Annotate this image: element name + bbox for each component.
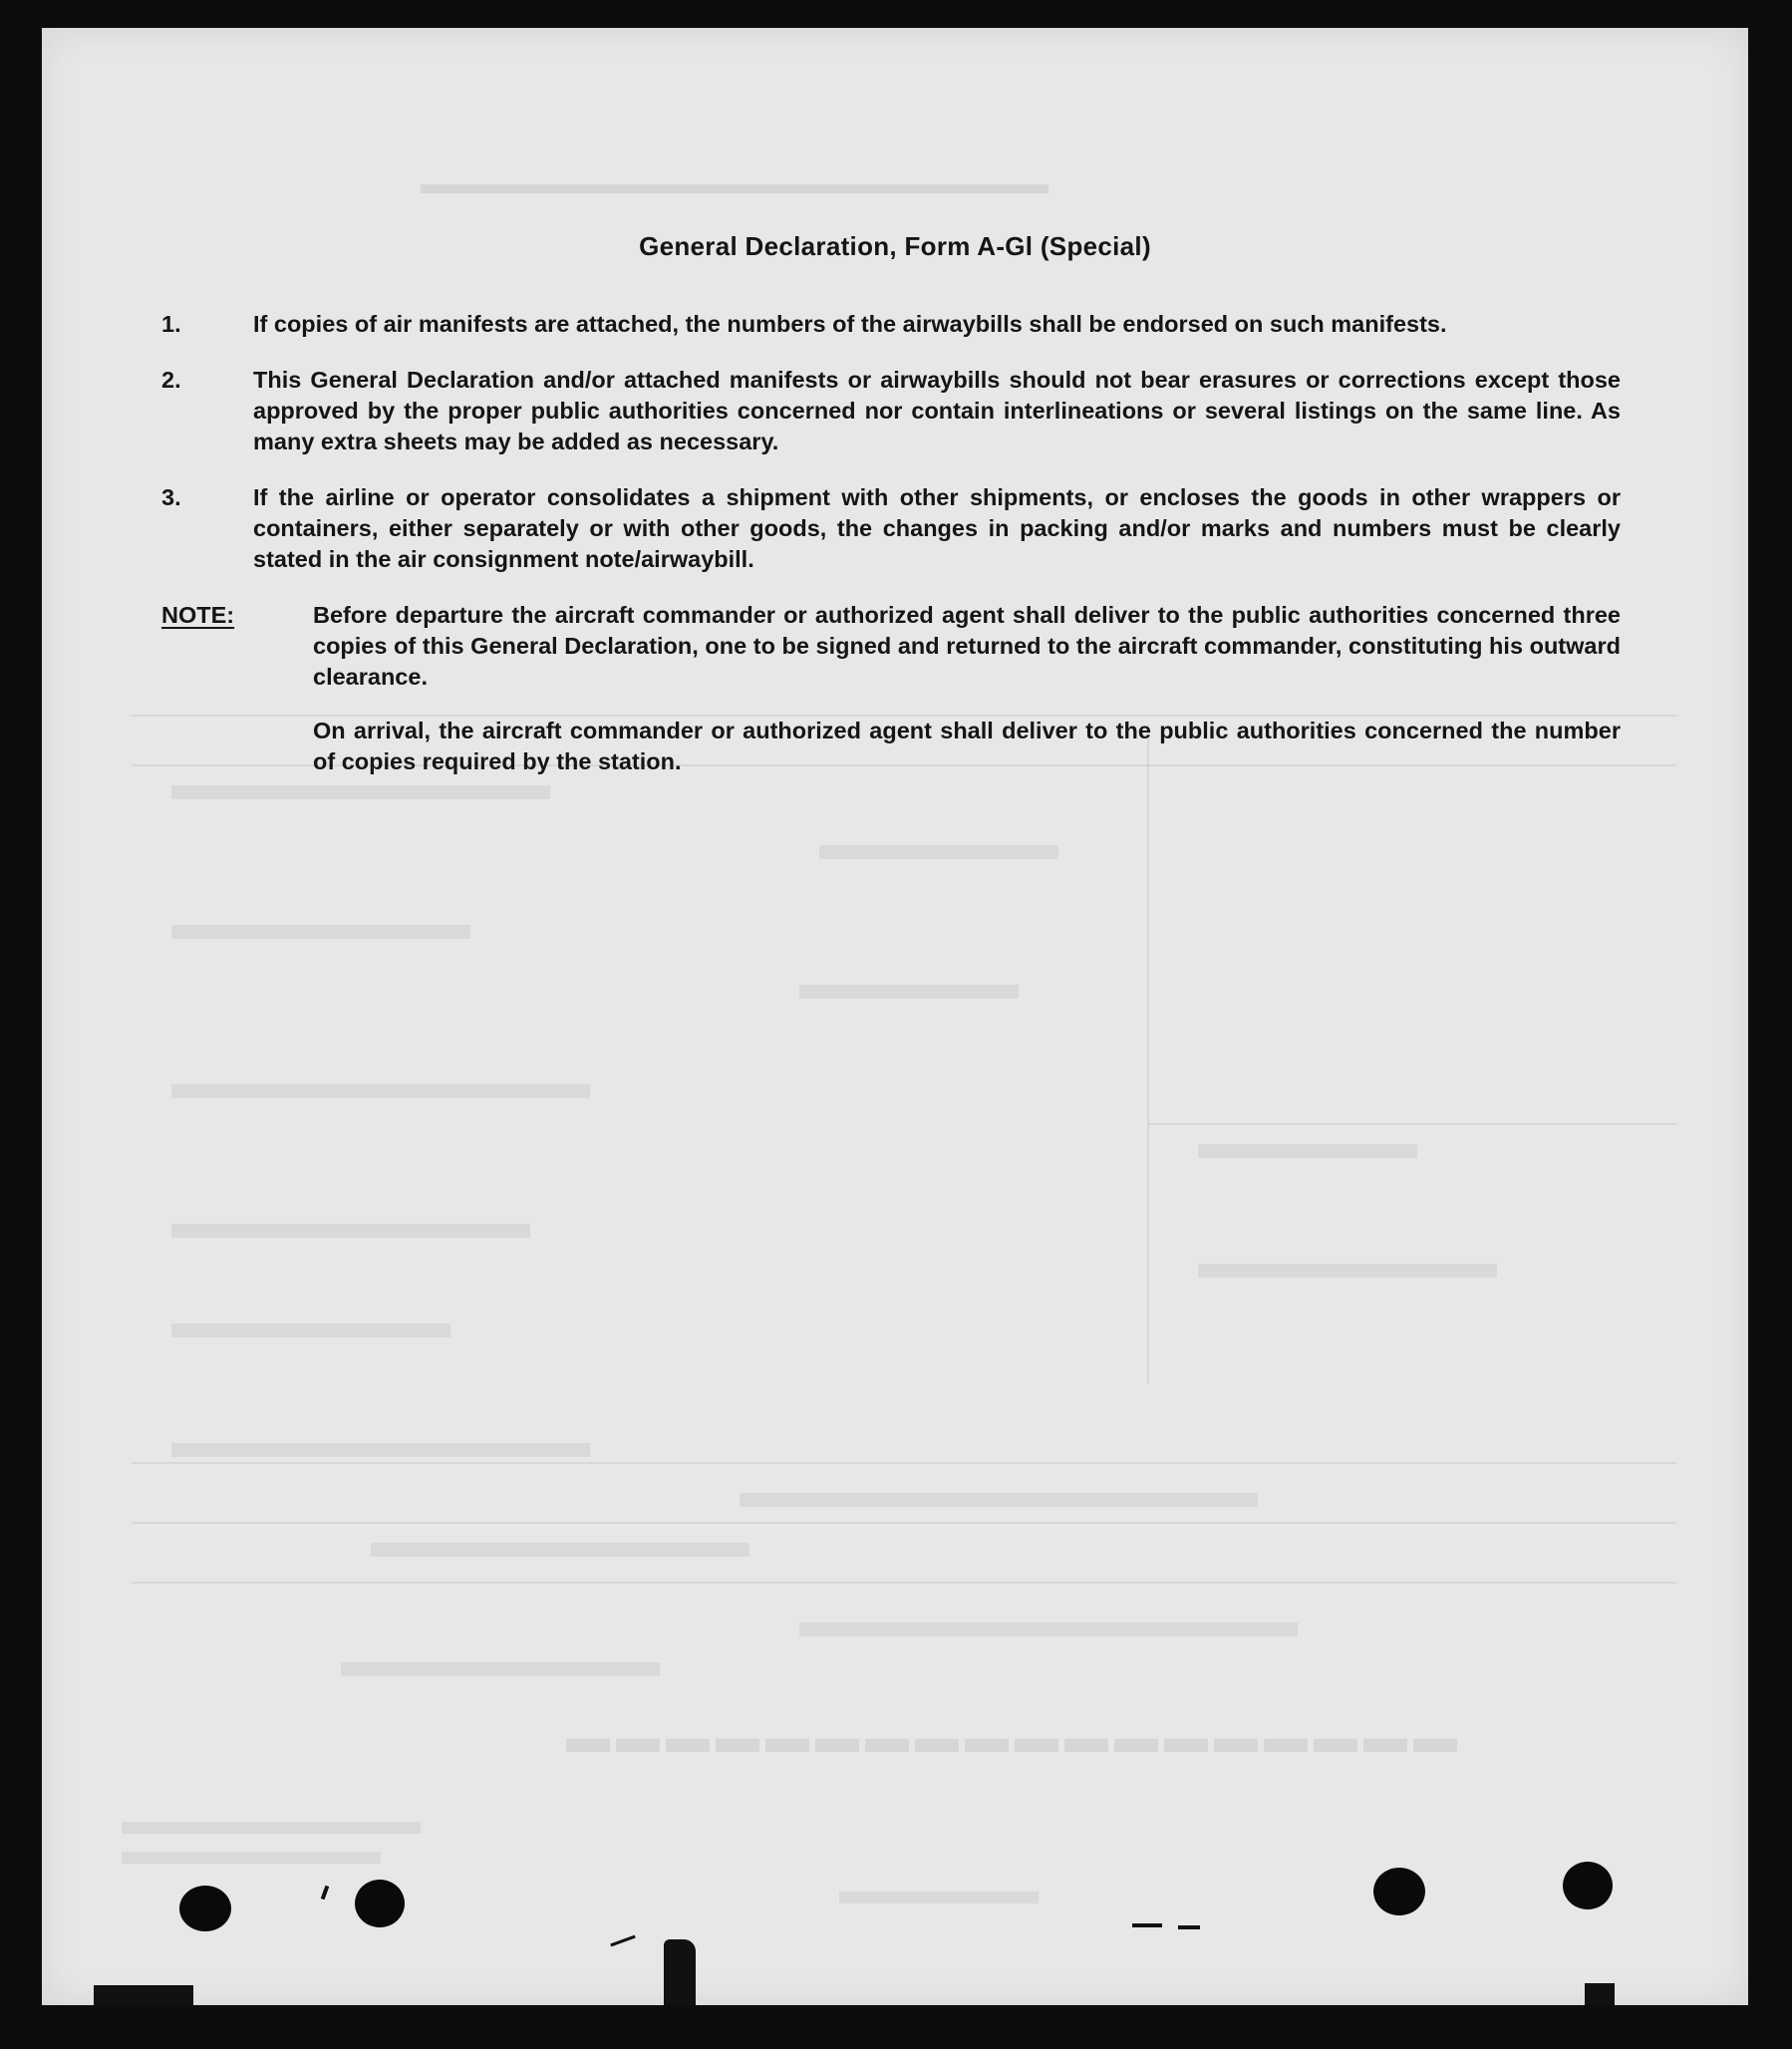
ink-speck bbox=[1132, 1923, 1162, 1927]
page-title: General Declaration, Form A-Gl (Special) bbox=[639, 231, 1151, 261]
punch-hole-mark bbox=[1563, 1862, 1613, 1909]
edge-artifact bbox=[94, 1985, 193, 2005]
instruction-item-1 bbox=[161, 309, 1621, 340]
ink-speck bbox=[1178, 1925, 1200, 1929]
punch-hole-mark bbox=[179, 1886, 231, 1931]
paper-sheet bbox=[42, 28, 1748, 2005]
item-text: If copies of air manifests are attached, the numbers of the airwaybills shall be endorsed on such manifests. bbox=[253, 311, 1447, 337]
punch-hole-mark bbox=[1373, 1868, 1425, 1915]
punch-hole-mark bbox=[355, 1880, 405, 1927]
ink-smudge bbox=[664, 1939, 696, 2005]
note-paragraph-1: Before departure the aircraft commander or authorized agent shall deliver to the public authorities concerned three copies of this General Declaration, one to be signed and returned to the aircraft commander, constituting his outward clearance. bbox=[313, 602, 1621, 690]
instruction-item-2 bbox=[161, 365, 1621, 457]
item-text: This General Declaration and/or attached manifests or airwaybills should not bear erasures or corrections except those approved by the proper public authorities concerned nor contain interlineations or several listings on the same line. As many extra sheets may be added as necessary. bbox=[253, 367, 1621, 454]
item-number: 1. bbox=[161, 311, 181, 337]
item-number: 2. bbox=[161, 367, 181, 393]
edge-artifact bbox=[1585, 1983, 1615, 2005]
note-block bbox=[161, 600, 1621, 693]
show-through-text: ▬▬▬▬▬▬▬▬▬▬▬▬▬▬▬▬▬▬▬▬▬ bbox=[421, 167, 1048, 200]
note-label: NOTE: bbox=[161, 602, 235, 628]
instruction-item-3 bbox=[161, 482, 1621, 575]
show-through-text: ▬▬▬▬▬▬▬▬▬▬▬▬▬▬▬▬▬▬ bbox=[560, 1713, 1457, 1762]
item-text: If the airline or operator consolidates a shipment with other shipments, or encloses the goods in other wrappers or containers, either separately or with other goods, the changes in packing and/or marks and numbers must be clearly stated in the air consignment note/airwaybill. bbox=[253, 484, 1621, 572]
item-number: 3. bbox=[161, 484, 181, 510]
note-paragraph-2: On arrival, the aircraft commander or authorized agent shall deliver to the public authorities concerned the number of copies required by the station. bbox=[313, 718, 1621, 774]
note-block-arrival bbox=[161, 716, 1621, 777]
